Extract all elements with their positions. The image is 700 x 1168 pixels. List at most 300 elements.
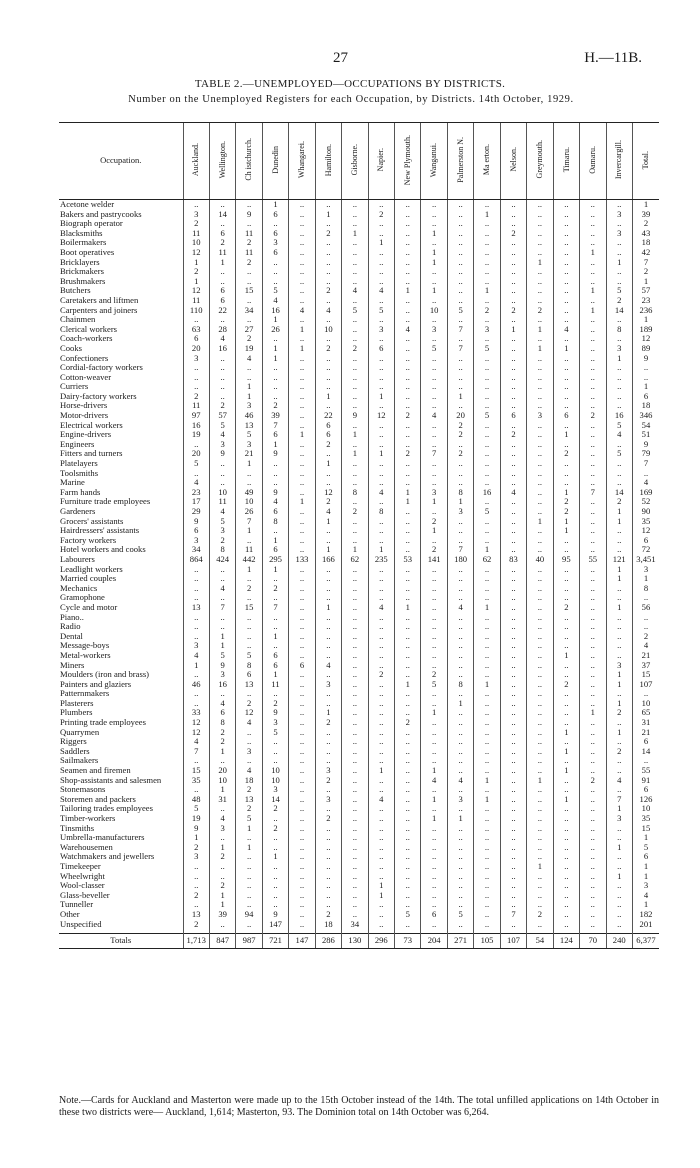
table-cell: .. (368, 478, 394, 488)
table-cell: .. (500, 670, 526, 680)
table-cell: .. (315, 632, 341, 642)
table-cell: .. (342, 363, 368, 373)
table-cell: .. (580, 747, 606, 757)
table-cell: .. (527, 421, 553, 431)
header-row (59, 123, 659, 200)
table-cell: .. (289, 804, 315, 814)
table-cell: 6 (632, 392, 659, 402)
table-cell: .. (447, 891, 473, 901)
table-cell: .. (527, 315, 553, 325)
table-cell: .. (289, 286, 315, 296)
table-cell: 83 (500, 555, 526, 565)
table-cell: .. (421, 354, 447, 364)
table-cell: 2 (632, 267, 659, 277)
table-cell: .. (368, 862, 394, 872)
column-header (395, 123, 421, 200)
table-cell: .. (447, 459, 473, 469)
table-cell: 1 (527, 325, 553, 335)
table-cell: .. (447, 440, 473, 450)
table-cell: 3 (315, 766, 341, 776)
column-header-label: Oamaru. (587, 145, 597, 174)
occupation-label: Carpenters and joiners (60, 305, 138, 315)
table-cell: .. (262, 881, 288, 891)
table-cell: .. (395, 728, 421, 738)
table-cell: 10 (236, 497, 262, 507)
table-cell: .. (500, 526, 526, 536)
table-cell: .. (553, 632, 579, 642)
table-cell: .. (262, 747, 288, 757)
table-cell: 57 (632, 286, 659, 296)
occupation-label: Cotton-weaver (60, 372, 112, 382)
table-cell: 5 (632, 843, 659, 853)
table-cell: .. (368, 651, 394, 661)
table-row (59, 526, 659, 536)
table-cell: .. (183, 862, 209, 872)
table-cell: 3 (209, 440, 235, 450)
table-cell: .. (262, 872, 288, 882)
table-cell: .. (580, 449, 606, 459)
table-cell: 4 (315, 306, 341, 316)
table-cell: 4 (368, 795, 394, 805)
table-cell: .. (606, 267, 632, 277)
table-cell: .. (580, 910, 606, 920)
table-cell: .. (632, 363, 659, 373)
table-row (59, 622, 659, 632)
table-cell: .. (474, 785, 500, 795)
table-cell: 16 (262, 306, 288, 316)
table-cell: .. (447, 843, 473, 853)
table-cell: .. (342, 210, 368, 220)
table-cell: .. (421, 747, 447, 757)
table-cell: .. (606, 382, 632, 392)
table-cell: .. (262, 469, 288, 479)
table-cell: .. (474, 277, 500, 287)
table-cell: .. (500, 776, 526, 786)
table-cell: .. (421, 728, 447, 738)
table-cell: .. (421, 363, 447, 373)
table-cell: .. (447, 728, 473, 738)
table-cell: 3 (236, 747, 262, 757)
table-cell: 20 (183, 449, 209, 459)
table-cell: 6 (209, 229, 235, 239)
table-cell: .. (342, 603, 368, 613)
table-cell: .. (289, 814, 315, 824)
occupation-label: Confectioners (60, 353, 109, 363)
table-cell: .. (395, 248, 421, 258)
table-cell: .. (500, 200, 526, 210)
table-cell: .. (553, 286, 579, 296)
table-row (59, 286, 659, 296)
table-cell: 3 (183, 354, 209, 364)
table-cell: .. (368, 430, 394, 440)
table-cell: .. (342, 737, 368, 747)
table-cell: .. (447, 478, 473, 488)
table-cell: 18 (236, 776, 262, 786)
table-cell: .. (474, 699, 500, 709)
table-cell: .. (342, 833, 368, 843)
table-cell: .. (606, 584, 632, 594)
table-cell: .. (209, 862, 235, 872)
table-cell: 15 (236, 286, 262, 296)
table-cell: 1 (447, 699, 473, 709)
table-row (59, 392, 659, 402)
table-cell: 7 (447, 344, 473, 354)
table-cell: .. (606, 440, 632, 450)
table-cell: .. (580, 315, 606, 325)
table-cell: .. (236, 833, 262, 843)
table-cell: .. (368, 584, 394, 594)
table-cell: 121 (606, 555, 632, 565)
table-cell: .. (500, 517, 526, 527)
column-header (606, 123, 632, 200)
table-cell: .. (395, 315, 421, 325)
table-cell: .. (395, 651, 421, 661)
occupation-label: Fitters and turners (60, 449, 123, 459)
table-cell: .. (553, 363, 579, 373)
table-cell: 4 (421, 411, 447, 421)
table-cell: .. (606, 641, 632, 651)
table-cell: 1 (262, 200, 288, 210)
table-cell: 1 (368, 766, 394, 776)
table-cell: .. (395, 565, 421, 575)
occupation-label: Motor-drivers (60, 411, 109, 421)
table-row (59, 210, 659, 220)
table-cell: .. (289, 421, 315, 431)
table-cell: .. (315, 334, 341, 344)
table-cell: 6 (209, 296, 235, 306)
table-cell: .. (368, 229, 394, 239)
table-cell: 2 (368, 670, 394, 680)
table-cell: 16 (183, 421, 209, 431)
table-row (59, 910, 659, 920)
table-cell: .. (500, 267, 526, 277)
table-cell: 62 (342, 555, 368, 565)
table-cell: 3 (447, 795, 473, 805)
table-cell: 346 (632, 411, 659, 421)
table-cell: 1 (315, 545, 341, 555)
table-cell: 12 (183, 248, 209, 258)
table-cell: .. (262, 392, 288, 402)
table-cell: .. (342, 536, 368, 546)
table-cell: .. (342, 440, 368, 450)
table-cell: .. (236, 363, 262, 373)
table-cell: .. (315, 622, 341, 632)
table-row (59, 296, 659, 306)
table-cell: 2 (262, 401, 288, 411)
table-cell: .. (606, 833, 632, 843)
table-cell: 5 (209, 517, 235, 527)
table-cell: .. (315, 238, 341, 248)
table-cell: 1 (395, 497, 421, 507)
table-cell: 52 (632, 497, 659, 507)
table-cell: .. (580, 728, 606, 738)
table-cell: 1 (606, 670, 632, 680)
table-row (59, 430, 659, 440)
table-cell: .. (447, 824, 473, 834)
table-cell: 42 (632, 248, 659, 258)
table-cell: 1 (209, 632, 235, 642)
table-cell: 26 (236, 507, 262, 517)
table-cell: .. (580, 219, 606, 229)
table-cell: .. (342, 718, 368, 728)
table-cell: .. (342, 373, 368, 383)
table-row (59, 603, 659, 613)
occupation-label: Printing trade employees (60, 718, 146, 728)
table-cell: .. (289, 862, 315, 872)
table-row (59, 469, 659, 479)
table-cell: .. (580, 401, 606, 411)
table-cell: 2 (183, 891, 209, 901)
table-row (59, 497, 659, 507)
table-row (59, 718, 659, 728)
table-cell: 13 (183, 603, 209, 613)
occupation-label: Sailmakers (60, 756, 99, 766)
table-cell: 18 (315, 920, 341, 930)
table-cell: 189 (632, 325, 659, 335)
table-cell: .. (421, 315, 447, 325)
table-cell: 11 (183, 229, 209, 239)
table-cell: .. (447, 584, 473, 594)
table-cell: .. (421, 210, 447, 220)
table-cell: 1 (289, 430, 315, 440)
table-cell: .. (447, 200, 473, 210)
table-cell: .. (183, 574, 209, 584)
table-cell: 1 (553, 795, 579, 805)
table-cell: .. (421, 862, 447, 872)
table-cell: .. (580, 833, 606, 843)
table-cell: 6 (183, 526, 209, 536)
table-cell: .. (500, 574, 526, 584)
table-cell: .. (580, 699, 606, 709)
table-cell: .. (395, 334, 421, 344)
table-cell: 63 (183, 325, 209, 335)
table-cell: .. (527, 670, 553, 680)
table-cell: .. (289, 507, 315, 517)
table-cell: 11 (209, 497, 235, 507)
table-cell: .. (342, 325, 368, 335)
table-cell: 1 (368, 238, 394, 248)
table-cell: 1 (632, 277, 659, 287)
column-header-label: Gisborne. (350, 144, 360, 176)
table-cell: .. (553, 354, 579, 364)
table-row (59, 584, 659, 594)
table-cell: .. (500, 661, 526, 671)
table-cell: .. (553, 296, 579, 306)
table-cell: .. (342, 469, 368, 479)
table-cell: .. (183, 382, 209, 392)
table-cell: .. (315, 200, 341, 210)
table-row (59, 804, 659, 814)
table-cell: .. (342, 756, 368, 766)
table-cell: .. (315, 526, 341, 536)
table-cell: .. (289, 737, 315, 747)
table-cell: 51 (632, 430, 659, 440)
table-cell: 15 (632, 824, 659, 834)
column-header (527, 123, 553, 200)
table-cell: 4 (553, 325, 579, 335)
table-cell: 3 (209, 526, 235, 536)
table-cell: .. (315, 862, 341, 872)
table-cell: 91 (632, 776, 659, 786)
table-cell: .. (527, 238, 553, 248)
table-cell: .. (421, 852, 447, 862)
table-cell: .. (527, 881, 553, 891)
table-cell: 1 (262, 315, 288, 325)
table-cell: .. (289, 536, 315, 546)
table-cell: 46 (183, 680, 209, 690)
table-cell: 1 (395, 488, 421, 498)
table-cell: .. (368, 363, 394, 373)
table-cell: .. (289, 574, 315, 584)
table-row (59, 852, 659, 862)
table-cell: .. (262, 756, 288, 766)
table-cell: .. (289, 296, 315, 306)
table-cell: .. (421, 699, 447, 709)
occupation-label: Timekeeper (60, 861, 101, 871)
table-cell: .. (342, 689, 368, 699)
table-cell: .. (421, 238, 447, 248)
table-cell: .. (368, 593, 394, 603)
table-cell: .. (527, 795, 553, 805)
page-number: 27 (333, 50, 348, 66)
table-cell: .. (474, 862, 500, 872)
table-cell: 2 (236, 584, 262, 594)
table-cell: 5 (447, 910, 473, 920)
table-row (59, 641, 659, 651)
occupations-table (59, 122, 659, 949)
table-cell: 4 (606, 430, 632, 440)
table-cell: 1 (580, 248, 606, 258)
table-cell: .. (500, 545, 526, 555)
table-cell: .. (421, 785, 447, 795)
table-row (59, 478, 659, 488)
table-cell: 9 (236, 210, 262, 220)
table-cell: .. (580, 603, 606, 613)
table-cell: 1 (553, 517, 579, 527)
table-cell: .. (474, 881, 500, 891)
table-cell: 4 (606, 776, 632, 786)
table-cell: .. (553, 306, 579, 316)
table-cell: .. (474, 449, 500, 459)
table-cell: .. (262, 689, 288, 699)
occupation-label: Grocers' assistants (60, 516, 124, 526)
table-cell: 2 (209, 401, 235, 411)
table-cell: .. (289, 584, 315, 594)
table-cell: 4 (209, 334, 235, 344)
table-cell: 12 (183, 728, 209, 738)
table-cell: 39 (632, 210, 659, 220)
table-cell: 3 (315, 795, 341, 805)
table-cell: .. (474, 478, 500, 488)
table-cell: 22 (315, 411, 341, 421)
table-cell: .. (527, 565, 553, 575)
table-cell: 4 (315, 507, 341, 517)
table-cell: .. (421, 881, 447, 891)
table-cell: .. (447, 651, 473, 661)
table-cell: .. (342, 382, 368, 392)
table-cell: .. (580, 737, 606, 747)
occupation-label: Horse-drivers (60, 401, 108, 411)
table-cell: .. (421, 200, 447, 210)
table-cell: .. (447, 565, 473, 575)
table-cell: .. (553, 699, 579, 709)
table-cell: .. (236, 219, 262, 229)
table-cell: .. (289, 526, 315, 536)
table-cell: .. (395, 354, 421, 364)
table-cell: 6 (262, 229, 288, 239)
table-cell: 10 (262, 776, 288, 786)
table-cell: .. (553, 267, 579, 277)
table-cell: .. (474, 219, 500, 229)
table-cell: .. (606, 689, 632, 699)
table-cell: .. (580, 545, 606, 555)
table-cell: .. (553, 545, 579, 555)
table-cell: .. (553, 392, 579, 402)
table-cell: 48 (183, 795, 209, 805)
table-cell: .. (262, 267, 288, 277)
table-cell: 5 (421, 680, 447, 690)
table-cell: .. (527, 814, 553, 824)
table-cell: .. (606, 536, 632, 546)
table-cell: 35 (183, 776, 209, 786)
table-cell: .. (183, 785, 209, 795)
table-row (59, 689, 659, 699)
table-cell: .. (421, 593, 447, 603)
table-cell: .. (421, 219, 447, 229)
table-cell: .. (289, 392, 315, 402)
table-cell: 2 (553, 449, 579, 459)
table-cell: 2 (236, 334, 262, 344)
table-cell: .. (606, 248, 632, 258)
table-cell: 6 (368, 344, 394, 354)
table-cell: 1 (580, 306, 606, 316)
table-cell: .. (606, 785, 632, 795)
table-cell: .. (421, 469, 447, 479)
table-cell: .. (553, 814, 579, 824)
table-cell: 7 (421, 449, 447, 459)
table-cell: 6 (632, 785, 659, 795)
table-cell: .. (580, 200, 606, 210)
table-cell: .. (553, 565, 579, 575)
table-cell: 16 (474, 488, 500, 498)
table-cell: 424 (209, 555, 235, 565)
table-cell: 1 (209, 785, 235, 795)
table-cell: .. (342, 593, 368, 603)
table-cell: .. (447, 258, 473, 268)
table-cell: 5 (236, 814, 262, 824)
occupation-label: Warehousemen (60, 842, 113, 852)
table-cell: 2 (315, 440, 341, 450)
table-cell: 1 (606, 574, 632, 584)
table-cell: 1 (209, 900, 235, 910)
table-cell: .. (421, 718, 447, 728)
table-cell: .. (421, 641, 447, 651)
table-cell: 4 (342, 286, 368, 296)
table-cell: .. (315, 382, 341, 392)
table-cell: .. (500, 622, 526, 632)
table-cell: 8 (447, 680, 473, 690)
table-cell: .. (315, 219, 341, 229)
table-cell: 3,451 (632, 555, 659, 565)
occupation-label: Message-boys (60, 641, 110, 651)
table-cell: .. (447, 632, 473, 642)
table-cell: .. (368, 497, 394, 507)
table-cell: .. (553, 785, 579, 795)
occupation-label: Biograph operator (60, 219, 123, 229)
table-row (59, 411, 659, 421)
table-cell: .. (209, 200, 235, 210)
table-cell: 2 (447, 421, 473, 431)
